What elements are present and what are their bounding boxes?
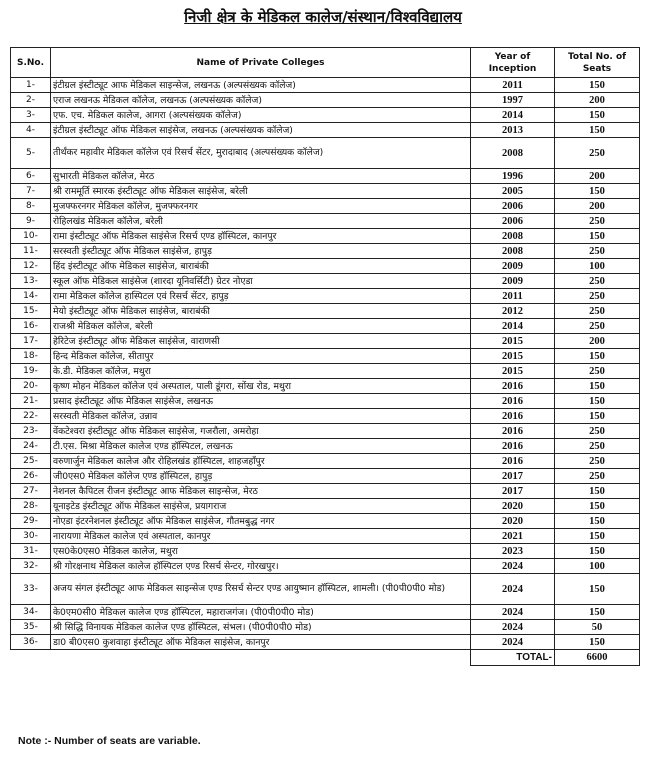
row-seats: 250 — [555, 439, 640, 454]
row-seats: 150 — [555, 229, 640, 244]
row-college-name: एफ. एच. मेडिकल कालेज, आगरा (अल्पसंख्यक कॉलेज) — [51, 108, 471, 123]
row-seats: 250 — [555, 289, 640, 304]
row-year: 2021 — [471, 529, 555, 544]
table-row — [11, 274, 640, 289]
page-title — [0, 6, 646, 28]
row-college-name: रोहिलखंड मेडिकल कॉलेज, बरेली — [51, 214, 471, 229]
row-seats: 100 — [555, 559, 640, 574]
row-seats: 150 — [555, 635, 640, 650]
row-sno: 30- — [11, 529, 51, 544]
row-sno: 29- — [11, 514, 51, 529]
row-sno: 26- — [11, 469, 51, 484]
row-year: 2024 — [471, 635, 555, 650]
row-sno: 23- — [11, 424, 51, 439]
row-college-name: मुजफ्फरनगर मेडिकल कॉलेज, मुजफ्फरनगर — [51, 199, 471, 214]
table-row — [11, 484, 640, 499]
row-seats: 250 — [555, 138, 640, 169]
row-college-name: कृष्ण मोहन मेडिकल कॉलेज एवं अस्पताल, पाली डूंगरा, सोंख रोड, मथुरा — [51, 379, 471, 394]
row-sno: 19- — [11, 364, 51, 379]
table-body — [11, 78, 640, 650]
table-row — [11, 184, 640, 199]
row-year: 1997 — [471, 93, 555, 108]
row-year: 2024 — [471, 620, 555, 635]
header-year: Year of Inception — [471, 48, 555, 78]
row-seats: 150 — [555, 544, 640, 559]
row-sno: 36- — [11, 635, 51, 650]
row-year: 2015 — [471, 364, 555, 379]
table-row — [11, 349, 640, 364]
header-sno: S.No. — [11, 48, 51, 78]
row-college-name: श्री राममूर्ति स्मारक इंस्टीट्यूट ऑफ मेडिकल साइंसेज, बरेली — [51, 184, 471, 199]
table-row — [11, 123, 640, 138]
row-year: 2016 — [471, 409, 555, 424]
row-seats: 150 — [555, 409, 640, 424]
row-sno: 1- — [11, 78, 51, 93]
table-row — [11, 78, 640, 93]
row-year: 2012 — [471, 304, 555, 319]
row-seats: 250 — [555, 304, 640, 319]
row-seats: 150 — [555, 484, 640, 499]
row-sno: 2- — [11, 93, 51, 108]
row-year: 2011 — [471, 289, 555, 304]
table-row — [11, 304, 640, 319]
row-college-name: इंटीग्रल इंस्टीट्यूट आफ मेडिकल साइन्सेज, लखनऊ (अल्पसंख्यक कॉलेज) — [51, 78, 471, 93]
row-year: 2017 — [471, 484, 555, 499]
row-seats: 150 — [555, 514, 640, 529]
row-seats: 250 — [555, 424, 640, 439]
row-college-name: प्रसाद इंस्टीट्यूट ऑफ मेडिकल साइंसेज, लखनऊ — [51, 394, 471, 409]
row-college-name: मेयो इंस्टीट्यूट ऑफ मेडिकल साइंसेज, बाराबंकी — [51, 304, 471, 319]
row-year: 2006 — [471, 214, 555, 229]
row-seats: 200 — [555, 199, 640, 214]
row-seats: 200 — [555, 334, 640, 349]
row-year: 2016 — [471, 424, 555, 439]
row-seats: 250 — [555, 364, 640, 379]
row-college-name: यूनाइटेड इंस्टीट्यूट ऑफ मेडिकल साइंसेज, प्रयागराज — [51, 499, 471, 514]
row-sno: 33- — [11, 574, 51, 605]
table-row — [11, 635, 640, 650]
row-sno: 35- — [11, 620, 51, 635]
row-college-name: श्री सिद्धि विनायक मेडिकल कालेज एण्ड हॉस्पिटल, संभल। (पी0पी0पी0 मोड) — [51, 620, 471, 635]
row-year: 2015 — [471, 349, 555, 364]
total-row — [11, 650, 640, 666]
row-college-name: रामा मेडिकल कॉलेज हास्पिटल एवं रिसर्च सेंटर, हापुड़ — [51, 289, 471, 304]
row-college-name: जी0एस0 मेडिकल कॉलेज एण्ड हॉस्पिटल, हापुड़ — [51, 469, 471, 484]
table-row — [11, 454, 640, 469]
row-college-name: नेशनल कैपिटल रीजन इंस्टीट्यूट आफ मेडिकल साइन्सेज, मेरठ — [51, 484, 471, 499]
row-seats: 150 — [555, 349, 640, 364]
row-year: 2005 — [471, 184, 555, 199]
row-seats: 150 — [555, 78, 640, 93]
table-row — [11, 439, 640, 454]
page-title-text: निजी क्षेत्र के मेडिकल कालेज/संस्थान/विश्वविद्यालय — [184, 8, 462, 26]
row-year: 2008 — [471, 229, 555, 244]
row-year: 2015 — [471, 334, 555, 349]
row-year: 2008 — [471, 244, 555, 259]
table-row — [11, 364, 640, 379]
row-college-name: वरुणार्जुन मेडिकल कालेज और रोहिलखंड हॉस्पिटल, शाहजहाँपुर — [51, 454, 471, 469]
row-year: 2014 — [471, 108, 555, 123]
table-row — [11, 574, 640, 605]
table-row — [11, 424, 640, 439]
row-seats: 150 — [555, 123, 640, 138]
row-year: 2020 — [471, 499, 555, 514]
row-seats: 250 — [555, 469, 640, 484]
row-college-name: राजश्री मेडिकल कॉलेज, बरेली — [51, 319, 471, 334]
table-row — [11, 93, 640, 108]
row-sno: 21- — [11, 394, 51, 409]
row-year: 2020 — [471, 514, 555, 529]
table-row — [11, 229, 640, 244]
table-row — [11, 199, 640, 214]
table-row — [11, 620, 640, 635]
row-year: 2016 — [471, 439, 555, 454]
row-college-name: नोएडा इंटरनेशनल इंस्टीट्यूट ऑफ मेडिकल साइंसेज, गौतमबुद्ध नगर — [51, 514, 471, 529]
table-row — [11, 394, 640, 409]
row-seats: 150 — [555, 394, 640, 409]
table-row — [11, 529, 640, 544]
row-sno: 12- — [11, 259, 51, 274]
row-sno: 3- — [11, 108, 51, 123]
row-sno: 4- — [11, 123, 51, 138]
row-seats: 250 — [555, 319, 640, 334]
row-year: 2013 — [471, 123, 555, 138]
colleges-table — [10, 47, 640, 666]
table-row — [11, 544, 640, 559]
table-row — [11, 605, 640, 620]
row-college-name: हिंद इंस्टीट्यूट ऑफ मेडिकल साइंसेज, बाराबंकी — [51, 259, 471, 274]
row-sno: 13- — [11, 274, 51, 289]
row-sno: 15- — [11, 304, 51, 319]
row-sno: 17- — [11, 334, 51, 349]
row-seats: 250 — [555, 454, 640, 469]
row-college-name: के0एम0सी0 मेडिकल कालेज एण्ड हॉस्पिटल, महाराजगंज। (पी0पी0पी0 मोड) — [51, 605, 471, 620]
row-sno: 6- — [11, 169, 51, 184]
row-seats: 150 — [555, 499, 640, 514]
table-row — [11, 559, 640, 574]
row-year: 2011 — [471, 78, 555, 93]
row-sno: 7- — [11, 184, 51, 199]
row-sno: 10- — [11, 229, 51, 244]
row-college-name: टी.एस. मिश्रा मेडिकल कालेज एण्ड हॉस्पिटल, लखनऊ — [51, 439, 471, 454]
row-college-name: हेरिटेज इंस्टीट्यूट ऑफ मेडिकल साइंसेज, वाराणसी — [51, 334, 471, 349]
row-year: 2014 — [471, 319, 555, 334]
row-year: 2017 — [471, 469, 555, 484]
table-row — [11, 469, 640, 484]
row-year: 2016 — [471, 454, 555, 469]
row-sno: 32- — [11, 559, 51, 574]
row-seats: 250 — [555, 214, 640, 229]
row-seats: 100 — [555, 259, 640, 274]
table-row — [11, 244, 640, 259]
header-name: Name of Private Colleges — [51, 48, 471, 78]
row-year: 2008 — [471, 138, 555, 169]
row-sno: 24- — [11, 439, 51, 454]
total-label: TOTAL- — [471, 650, 555, 666]
row-seats: 150 — [555, 379, 640, 394]
row-year: 1996 — [471, 169, 555, 184]
row-sno: 25- — [11, 454, 51, 469]
total-value: 6600 — [555, 650, 640, 666]
row-college-name: सरस्वती इंस्टीट्यूट ऑफ मेडिकल साइंसेज, हापुड़ — [51, 244, 471, 259]
table-row — [11, 108, 640, 123]
row-college-name: इंटीग्रल इंस्टीट्यूट ऑफ मेडिकल साइंसेज, लखनऊ (अल्पसंख्यक कॉलेज) — [51, 123, 471, 138]
row-college-name: तीर्थंकर महावीर मेडिकल कॉलेज एवं रिसर्च सेंटर, मुरादाबाद (अल्पसंख्यक कॉलेज) — [51, 138, 471, 169]
row-sno: 8- — [11, 199, 51, 214]
row-year: 2024 — [471, 605, 555, 620]
row-college-name: एराज लखनऊ मेडिकल कॉलेज, लखनऊ (अल्पसंख्यक कॉलेज) — [51, 93, 471, 108]
row-seats: 150 — [555, 184, 640, 199]
row-college-name: सरस्वती मेडिकल कॉलेज, उन्नाव — [51, 409, 471, 424]
table-header-row — [11, 48, 640, 78]
table-row — [11, 214, 640, 229]
row-year: 2016 — [471, 394, 555, 409]
row-college-name: नारायणा मेडिकल कालेज एवं अस्पताल, कानपुर — [51, 529, 471, 544]
row-seats: 150 — [555, 529, 640, 544]
row-seats: 250 — [555, 274, 640, 289]
row-sno: 18- — [11, 349, 51, 364]
row-college-name: एस0के0एस0 मेडिकल कालेज, मथुरा — [51, 544, 471, 559]
row-sno: 31- — [11, 544, 51, 559]
header-seats: Total No. of Seats — [555, 48, 640, 78]
table-row — [11, 169, 640, 184]
row-year: 2024 — [471, 559, 555, 574]
row-sno: 28- — [11, 499, 51, 514]
row-seats: 150 — [555, 108, 640, 123]
row-sno: 16- — [11, 319, 51, 334]
total-spacer — [51, 650, 471, 666]
table-row — [11, 409, 640, 424]
row-sno: 20- — [11, 379, 51, 394]
row-sno: 11- — [11, 244, 51, 259]
row-college-name: के.डी. मेडिकल कॉलेज, मथुरा — [51, 364, 471, 379]
row-seats: 50 — [555, 620, 640, 635]
total-spacer — [11, 650, 51, 666]
row-college-name: श्री गोरक्षनाथ मेडिकल कालेज हॉस्पिटल एण्ड रिसर्च सेन्टर, गोरखपुर। — [51, 559, 471, 574]
row-year: 2006 — [471, 199, 555, 214]
row-sno: 5- — [11, 138, 51, 169]
row-college-name: स्कूल ऑफ मेडिकल साइंसेज (शारदा यूनिवर्सिटी) ग्रेटर नोएडा — [51, 274, 471, 289]
row-year: 2016 — [471, 379, 555, 394]
table-row — [11, 499, 640, 514]
row-college-name: सुभारती मेडिकल कॉलेज, मेरठ — [51, 169, 471, 184]
row-college-name: वेंकटेश्वरा इंस्टीट्यूट ऑफ मेडिकल साइंसेज, गजरौला, अमरोहा — [51, 424, 471, 439]
table-row — [11, 138, 640, 169]
row-year: 2024 — [471, 574, 555, 605]
table-row — [11, 319, 640, 334]
row-year: 2009 — [471, 259, 555, 274]
row-seats: 150 — [555, 605, 640, 620]
footnote: Note :- Number of seats are variable. — [18, 735, 201, 747]
row-sno: 9- — [11, 214, 51, 229]
table-row — [11, 259, 640, 274]
row-college-name: डा0 बी0एस0 कुशवाहा इंस्टीट्यूट ऑफ मेडिकल साइंसेज, कानपुर — [51, 635, 471, 650]
row-sno: 22- — [11, 409, 51, 424]
row-sno: 14- — [11, 289, 51, 304]
table-row — [11, 289, 640, 304]
row-seats: 250 — [555, 244, 640, 259]
table-row — [11, 514, 640, 529]
row-college-name: हिन्द मेडिकल कॉलेज, सीतापुर — [51, 349, 471, 364]
row-seats: 200 — [555, 169, 640, 184]
table-row — [11, 334, 640, 349]
row-seats: 150 — [555, 574, 640, 605]
row-sno: 34- — [11, 605, 51, 620]
row-year: 2023 — [471, 544, 555, 559]
row-college-name: रामा इंस्टीट्यूट ऑफ मेडिकल साइंसेज रिसर्च एण्ड हॉस्पिटल, कानपुर — [51, 229, 471, 244]
row-seats: 200 — [555, 93, 640, 108]
table-row — [11, 379, 640, 394]
row-sno: 27- — [11, 484, 51, 499]
row-college-name: अजय संगल इंस्टीट्यूट आफ मेडिकल साइन्सेज एण्ड रिसर्च सेन्टर एण्ड आयुष्मान हॉस्पिटल, शामली। (पी0पी0पी0 मोड) — [51, 574, 471, 605]
row-year: 2009 — [471, 274, 555, 289]
